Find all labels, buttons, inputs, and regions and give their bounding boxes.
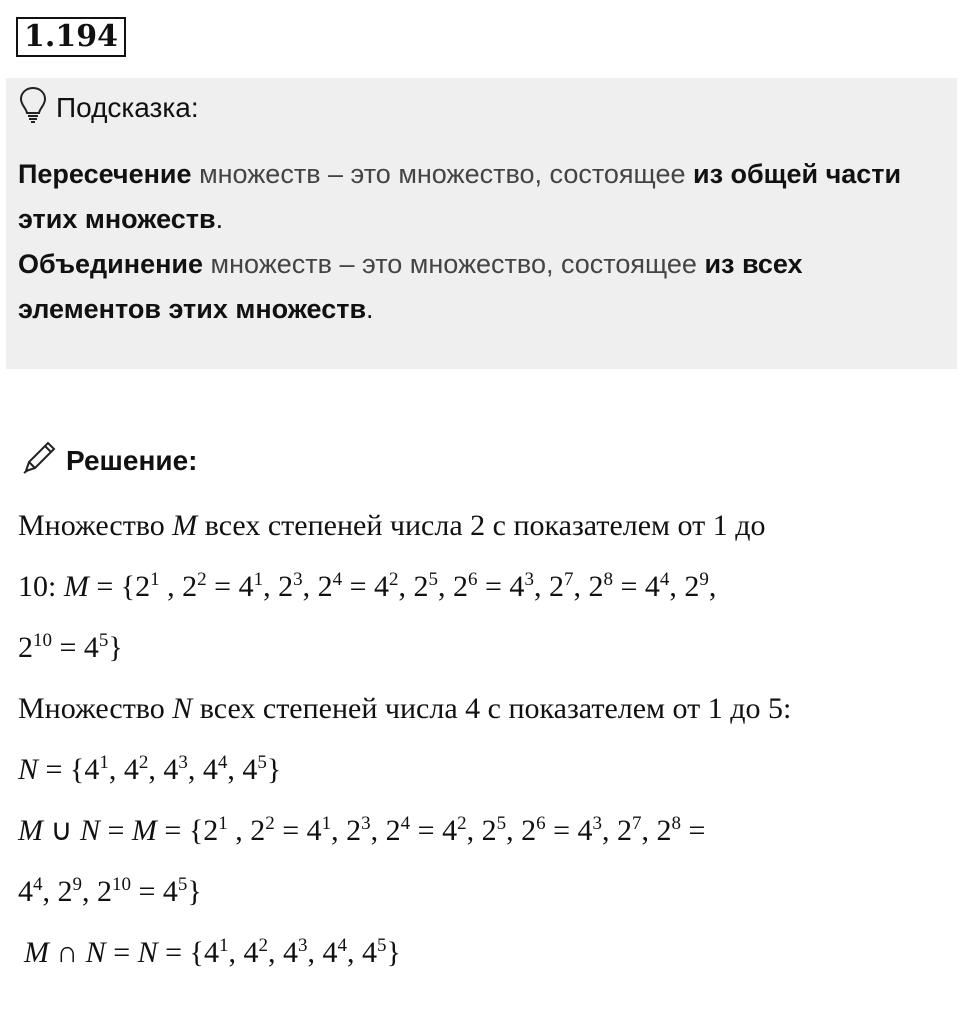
solution-title: Решение: — [66, 445, 198, 476]
solution-header — [18, 436, 197, 486]
solution-line: $N = \{4^1$, $4^2$, $4^3$, $4^4$, $4^5$} — [18, 752, 282, 786]
hint-term-intersection: Пересечение — [18, 159, 192, 189]
hint-paragraph-union: Объединение множеств – это множество, состоящее из всех элементов этих множеств. — [18, 249, 803, 324]
lightbulb-icon — [18, 85, 56, 132]
hint-header — [18, 88, 199, 128]
hint-paragraph-intersection: Пересечение множеств – это множество, состоящее из общей части этих множеств. — [18, 159, 902, 234]
task-number: 1.194 — [16, 17, 126, 57]
pencil-icon — [18, 437, 66, 486]
solution-line: $4^4$, $2^9$, $2^{10} = 4^5$} — [18, 874, 202, 908]
hint-text — [18, 152, 943, 332]
solution-line: M ∪ $N = M = \{2^1$ , $2^2 = 4^1$, $2^3$, $2^4 = 4^2$, $2^5$, $2^6 = 4^3$, $2^7$, $2^8$ = — [18, 813, 706, 847]
hint-term-union: Объединение — [18, 249, 204, 279]
hint-title: Подсказка: — [56, 92, 199, 123]
solution-line: M ∩ $N = N = \{4^1$, $4^2$, $4^3$, $4^4$, $4^5$} — [24, 935, 401, 969]
solution-line: 10: $M = \{2^1$ , $2^2 = 4^1$, $2^3$, $2^4 = 4^2$, $2^5$, $2^6 = 4^3$, $2^7$, $2^8 = 4^4$, $2^9$, — [18, 569, 717, 603]
solution-line: Множество M всех степеней числа 2 с показателем от 1 до — [18, 509, 766, 542]
solution-body — [18, 500, 948, 988]
solution-line: $2^{10} = 4^5$} — [18, 630, 123, 664]
solution-line: Множество N всех степеней числа 4 с показателем от 1 до 5: — [18, 692, 792, 725]
